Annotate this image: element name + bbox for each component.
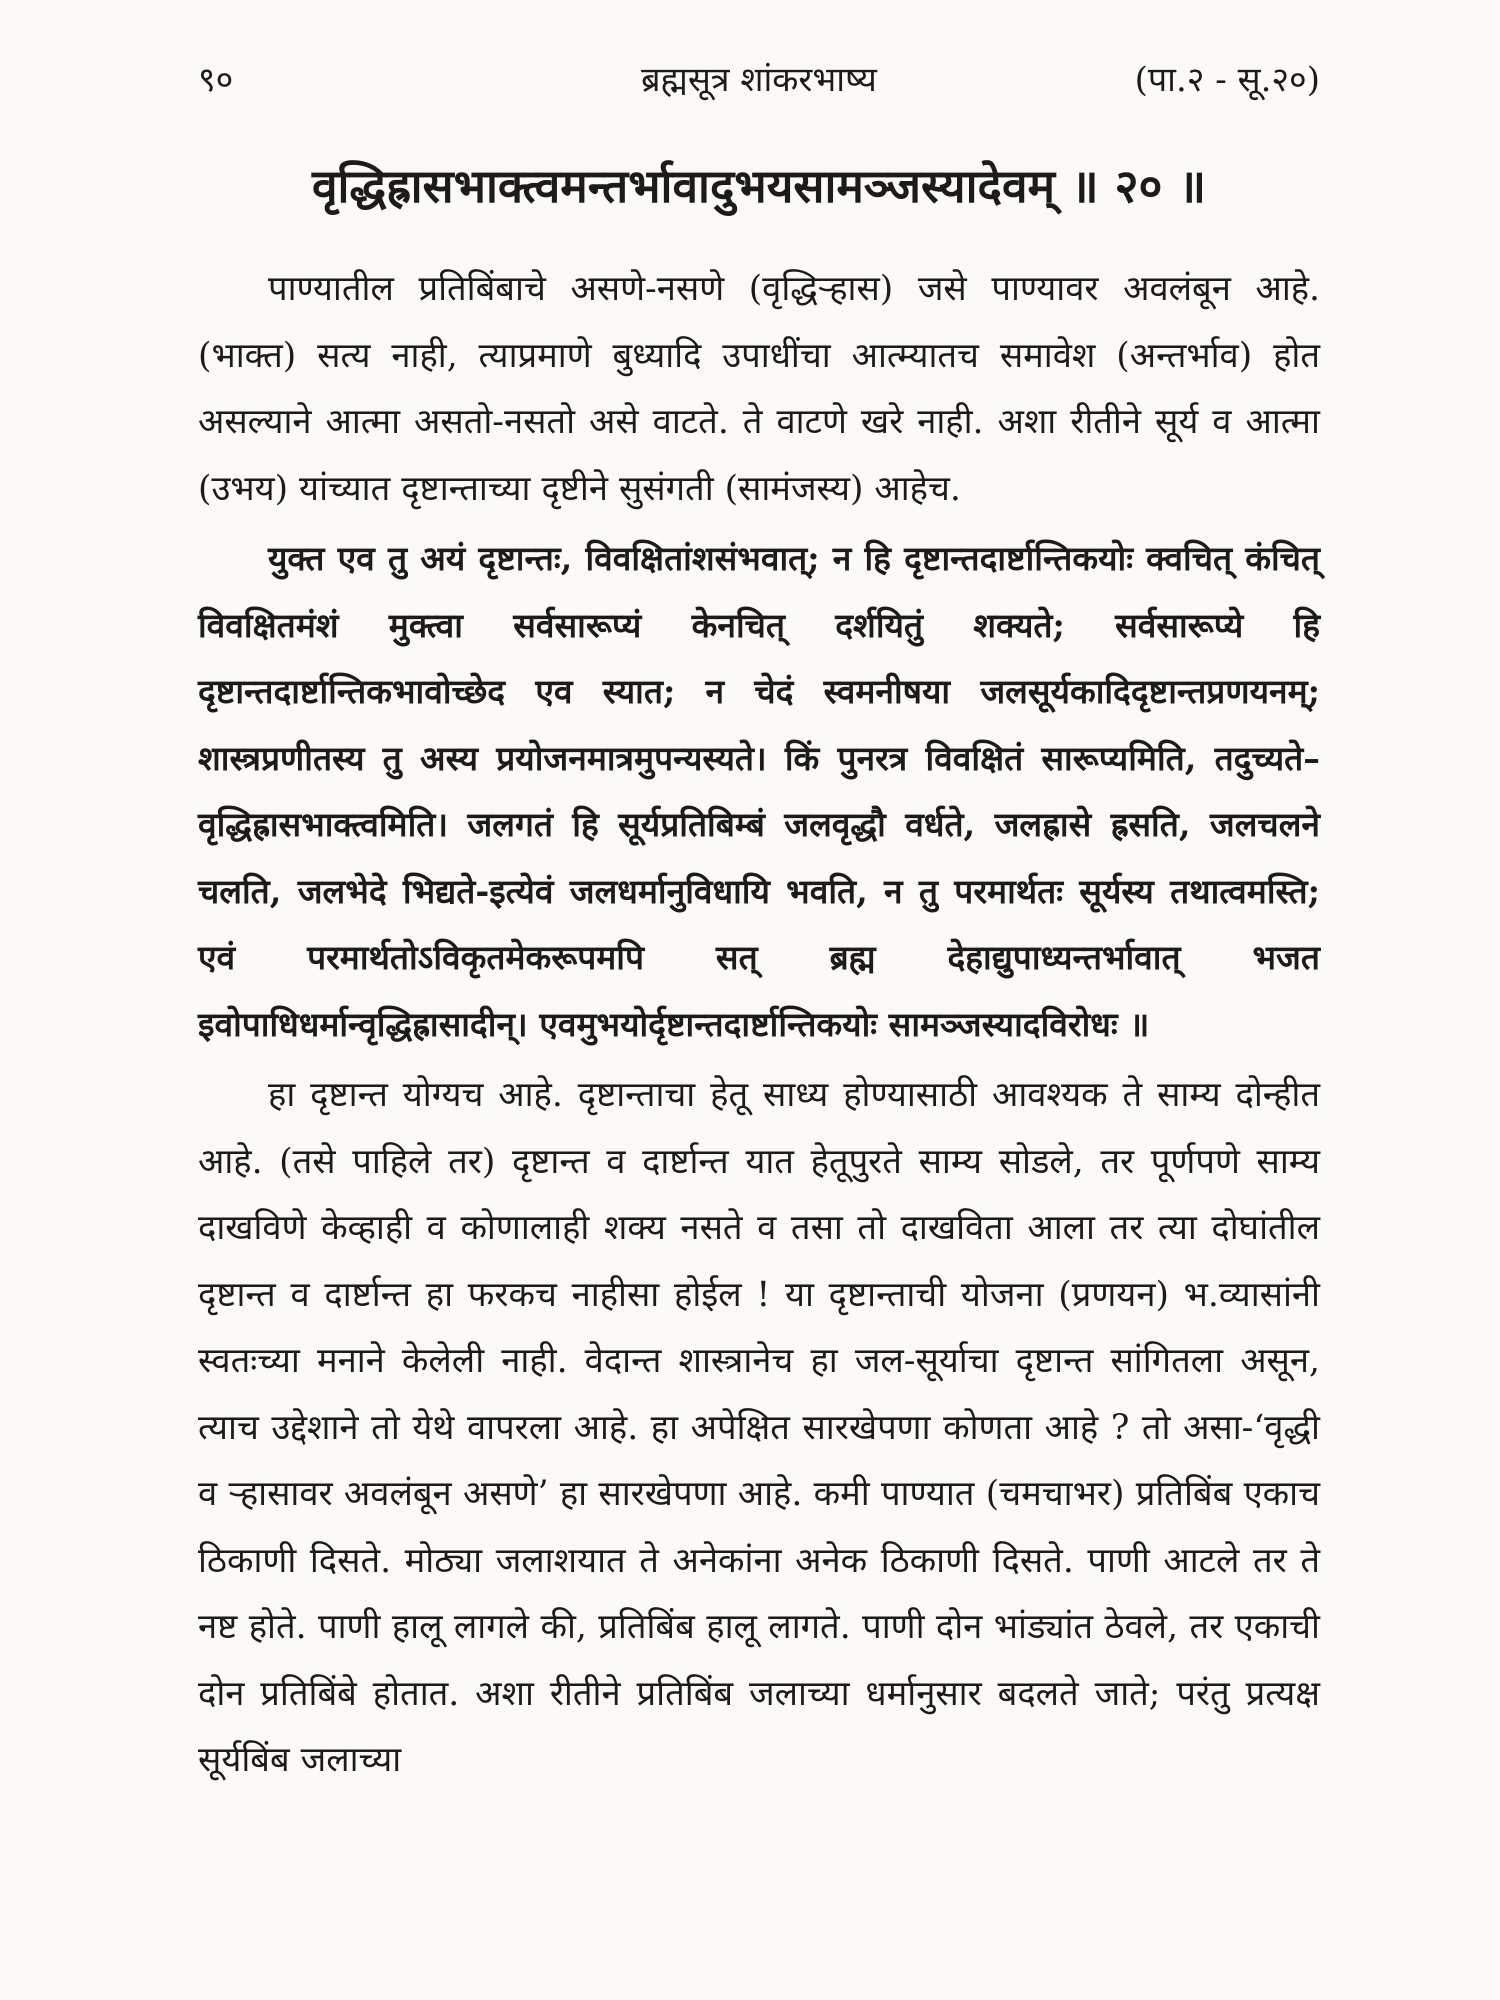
book-title: ब्रह्मसूत्र शांकरभाष्य <box>641 60 877 100</box>
running-header <box>198 52 1320 108</box>
marathi-explanation-paragraph: हा दृष्टान्त योग्यच आहे. दृष्टान्ताचा हेतू साध्य होण्यासाठी आवश्यक ते साम्य दोन्हीत आहे. (तसे पाहिले तर) दृष्टान्त व दार्ष्टान्त यात हेतूपुरते साम्य सोडले, तर पूर्णपणे साम्य दाखविणे केव्हाही व कोणालाही शक्य नसते व तसा तो दाखविता आला तर त्या दोघांतील दृष्टान्त व दार्ष्टान्त हा फरकच नाहीसा होईल ! या दृष्टान्ताची योजना (प्रणयन) भ.व्यासांनी स्वतःच्या मनाने केलेली नाही. वेदान्त शास्त्रानेच हा जल-सूर्याचा दृष्टान्त सांगितला असून, त्याच उद्देशाने तो येथे वापरला आहे. हा अपेक्षित सारखेपणा कोणता आहे ? तो असा-‘वृद्धी व ऱ्हासावर अवलंबून असणे’ हा सारखेपणा आहे. कमी पाण्यात (चमचाभर) प्रतिबिंब एकाच ठिकाणी दिसते. मोठ्या जलाशयात ते अनेकांना अनेक ठिकाणी दिसते. पाणी आटले तर ते नष्ट होते. पाणी हालू लागले की, प्रतिबिंब हालू लागते. पाणी दोन भांड्यांत ठेवले, तर एकाची दोन प्रतिबिंबे होतात. अशा रीतीने प्रतिबिंब जलाच्या धर्मानुसार बदलते जाते; परंतु प्रत्यक्ष सूर्यबिंब जलाच्या <box>198 1075 1320 1780</box>
page-number: ९० <box>198 60 234 100</box>
sanskrit-commentary-paragraph: युक्त एव तु अयं दृष्टान्तः, विवक्षितांशसंभवात्; न हि दृष्टान्तदार्ष्टान्तिकयोः क्वचित् कंचित् विवक्षितमंशं मुक्त्वा सर्वसारूप्यं केनचित् दर्शयितुं शक्यते; सर्वसारूप्ये हि दृष्टान्तदार्ष्टान्तिकभावोच्छेद एव स्यात; न चेदं स्वमनीषया जलसूर्यकादिदृष्टान्तप्रणयनम्; शास्त्रप्रणीतस्य तु अस्य प्रयोजनमात्रमुपन्यस्यते। किं पुनरत्र विवक्षितं सारूप्यमिति, तदुच्यते–वृद्धिह्रासभाक्त्वमिति। जलगतं हि सूर्यप्रतिबिम्बं जलवृद्धौ वर्धते, जलह्रासे ह्रसति, जलचलने चलति, जलभेदे भिद्यते-इत्येवं जलधर्मानुविधायि भवति, न तु परमार्थतः सूर्यस्य तथात्वमस्ति; एवं परमार्थतोऽविकृतमेकरूपमपि सत् ब्रह्म देहाद्युपाध्यन्तर्भावात् भजत इवोपाधिधर्मान्वृद्धिह्रासादीन्। एवमुभयोर्दृष्टान्तदार्ष्टान्तिकयोः सामञ्जस्यादविरोधः ॥ <box>198 539 1320 1044</box>
section-reference: (पा.२ - सू.२०) <box>1134 60 1320 100</box>
sutra-heading: वृद्धिह्रासभाक्त्वमन्तर्भावादुभयसामञ्जस्यादेवम् ॥ २० ॥ <box>311 159 1207 213</box>
marathi-summary-paragraph: पाण्यातील प्रतिबिंबाचे असणे-नसणे (वृद्धिऱ्हास) जसे पाण्यावर अवलंबून आहे. (भाक्त) सत्य नाही, त्याप्रमाणे बुध्यादि उपाधींचा आत्म्यातच समावेश (अन्तर्भाव) होत असल्याने आत्मा असतो-नसतो असे वाटते. ते वाटणे खरे नाही. अशा रीतीने सूर्य व आत्मा (उभय) यांच्यात दृष्टान्ताच्या दृष्टीने सुसंगती (सामंजस्य) आहेच. <box>198 269 1320 509</box>
